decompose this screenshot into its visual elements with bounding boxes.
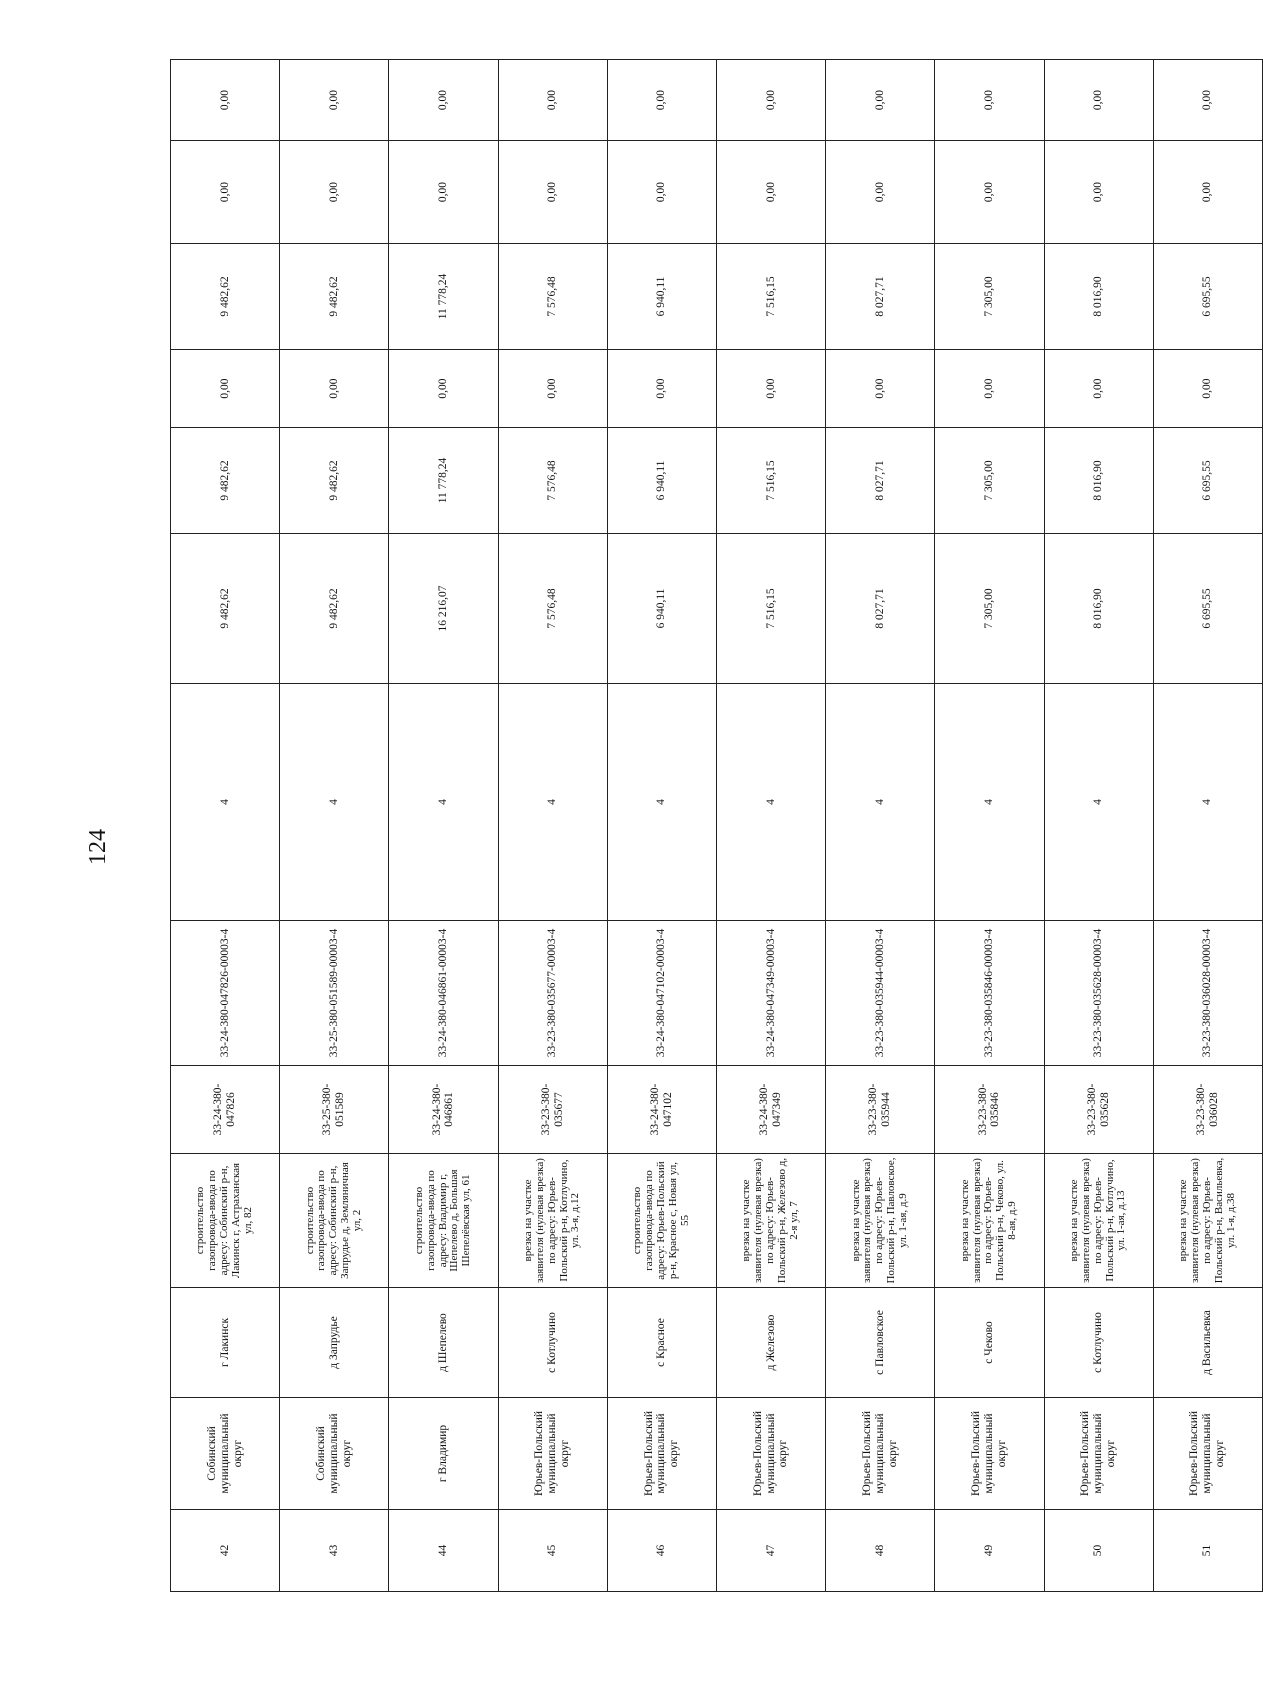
amount-b-cell: 0,00 xyxy=(280,350,389,428)
amount-d-cell: 0,00 xyxy=(716,141,825,244)
amount-c-cell: 7 576,48 xyxy=(498,244,607,350)
application-number-cell: 33-24-380-046861 xyxy=(389,1066,498,1154)
table-row xyxy=(1153,60,1262,1592)
full-registration-number-cell: 33-24-380-047826-00003-4 xyxy=(171,921,280,1066)
full-registration-number-cell: 33-24-380-047102-00003-4 xyxy=(607,921,716,1066)
locality-cell: с Котлучино xyxy=(1044,1288,1153,1398)
work-description-cell: строительство газопровода-ввода по адресу: Собинский р-н, Лакинск г, Астраханская ул, 82 xyxy=(171,1154,280,1288)
page-number: 124 xyxy=(85,829,111,865)
work-description-cell: врезка на участке заявителя (нулевая врезка) по адресу: Юрьев-Польский р-н, Железово д, 2-я ул, 7 xyxy=(716,1154,825,1288)
registry-table xyxy=(170,59,1263,1592)
work-description-cell: врезка на участке заявителя (нулевая врезка) по адресу: Юрьев-Польский р-н, Павловское, ул. 1-ая, д.9 xyxy=(826,1154,935,1288)
amount-total-cell: 9 482,62 xyxy=(171,534,280,684)
locality-cell: с Павловское xyxy=(826,1288,935,1398)
amount-total-cell: 7 576,48 xyxy=(498,534,607,684)
amount-total-cell: 6 695,55 xyxy=(1153,534,1262,684)
amount-a-cell: 7 516,15 xyxy=(716,428,825,534)
work-description-cell: врезка на участке заявителя (нулевая врезка) по адресу: Юрьев-Польский р-н, Васильевка, ул. 1-я, д.38 xyxy=(1153,1154,1262,1288)
district-cell: Собинский муниципальный округ xyxy=(280,1398,389,1510)
amount-total-cell: 7 305,00 xyxy=(935,534,1044,684)
work-description-cell: строительство газопровода-ввода по адресу: Юрьев-Польский р-н, Красное с, Новая ул, 55 xyxy=(607,1154,716,1288)
amount-e-cell: 0,00 xyxy=(389,60,498,141)
amount-b-cell: 0,00 xyxy=(935,350,1044,428)
amount-d-cell: 0,00 xyxy=(498,141,607,244)
amount-total-cell: 9 482,62 xyxy=(280,534,389,684)
table-row xyxy=(498,60,607,1592)
district-cell: Юрьев-Польский муниципальный округ xyxy=(935,1398,1044,1510)
category-cell: 4 xyxy=(1153,684,1262,921)
amount-d-cell: 0,00 xyxy=(280,141,389,244)
amount-a-cell: 7 576,48 xyxy=(498,428,607,534)
row-number-cell: 43 xyxy=(280,1510,389,1592)
amount-total-cell: 8 027,71 xyxy=(826,534,935,684)
table-row xyxy=(1044,60,1153,1592)
amount-c-cell: 8 016,90 xyxy=(1044,244,1153,350)
locality-cell: г Лакинск xyxy=(171,1288,280,1398)
amount-e-cell: 0,00 xyxy=(171,60,280,141)
amount-b-cell: 0,00 xyxy=(498,350,607,428)
amount-d-cell: 0,00 xyxy=(1153,141,1262,244)
application-number-cell: 33-23-380-035846 xyxy=(935,1066,1044,1154)
row-number-cell: 46 xyxy=(607,1510,716,1592)
amount-c-cell: 7 516,15 xyxy=(716,244,825,350)
application-number-cell: 33-24-380-047349 xyxy=(716,1066,825,1154)
category-cell: 4 xyxy=(1044,684,1153,921)
row-number-cell: 47 xyxy=(716,1510,825,1592)
application-number-cell: 33-25-380-051589 xyxy=(280,1066,389,1154)
locality-cell: с Красное xyxy=(607,1288,716,1398)
amount-d-cell: 0,00 xyxy=(607,141,716,244)
locality-cell: д Шепелево xyxy=(389,1288,498,1398)
application-number-cell: 33-23-380-035628 xyxy=(1044,1066,1153,1154)
work-description-cell: врезка на участке заявителя (нулевая врезка) по адресу: Юрьев-Польский р-н, Котлучино, ул. 3-я, д.12 xyxy=(498,1154,607,1288)
amount-b-cell: 0,00 xyxy=(389,350,498,428)
amount-d-cell: 0,00 xyxy=(935,141,1044,244)
amount-total-cell: 6 940,11 xyxy=(607,534,716,684)
amount-b-cell: 0,00 xyxy=(171,350,280,428)
row-number-cell: 51 xyxy=(1153,1510,1262,1592)
amount-e-cell: 0,00 xyxy=(280,60,389,141)
work-description-cell: строительство газопровода-ввода по адресу: Собинский р-н, Запрудье д, Земляничная ул, 2 xyxy=(280,1154,389,1288)
district-cell: Юрьев-Польский муниципальный округ xyxy=(1153,1398,1262,1510)
application-number-cell: 33-23-380-035944 xyxy=(826,1066,935,1154)
amount-e-cell: 0,00 xyxy=(826,60,935,141)
district-cell: Юрьев-Польский муниципальный округ xyxy=(716,1398,825,1510)
work-description-cell: врезка на участке заявителя (нулевая врезка) по адресу: Юрьев-Польский р-н, Котлучино, ул. 1-ая, д.13 xyxy=(1044,1154,1153,1288)
amount-d-cell: 0,00 xyxy=(389,141,498,244)
work-description-cell: строительство газопровода-ввода по адресу: Владимир г, Шепелево д, Большая Шепелёвская ул, 61 xyxy=(389,1154,498,1288)
amount-d-cell: 0,00 xyxy=(171,141,280,244)
amount-c-cell: 11 778,24 xyxy=(389,244,498,350)
amount-a-cell: 11 778,24 xyxy=(389,428,498,534)
amount-e-cell: 0,00 xyxy=(1044,60,1153,141)
amount-c-cell: 6 940,11 xyxy=(607,244,716,350)
amount-a-cell: 9 482,62 xyxy=(280,428,389,534)
amount-b-cell: 0,00 xyxy=(1153,350,1262,428)
full-registration-number-cell: 33-23-380-035846-00003-4 xyxy=(935,921,1044,1066)
row-number-cell: 49 xyxy=(935,1510,1044,1592)
district-cell: Собинский муниципальный округ xyxy=(171,1398,280,1510)
full-registration-number-cell: 33-25-380-051589-00003-4 xyxy=(280,921,389,1066)
amount-d-cell: 0,00 xyxy=(1044,141,1153,244)
district-cell: Юрьев-Польский муниципальный округ xyxy=(607,1398,716,1510)
amount-e-cell: 0,00 xyxy=(1153,60,1262,141)
table-body xyxy=(171,60,1263,1592)
category-cell: 4 xyxy=(716,684,825,921)
full-registration-number-cell: 33-23-380-035628-00003-4 xyxy=(1044,921,1153,1066)
amount-e-cell: 0,00 xyxy=(607,60,716,141)
table-row xyxy=(826,60,935,1592)
district-cell: Юрьев-Польский муниципальный округ xyxy=(826,1398,935,1510)
amount-d-cell: 0,00 xyxy=(826,141,935,244)
table-row xyxy=(716,60,825,1592)
amount-b-cell: 0,00 xyxy=(826,350,935,428)
application-number-cell: 33-24-380-047826 xyxy=(171,1066,280,1154)
table-row xyxy=(389,60,498,1592)
amount-total-cell: 16 216,07 xyxy=(389,534,498,684)
amount-c-cell: 9 482,62 xyxy=(171,244,280,350)
full-registration-number-cell: 33-24-380-047349-00003-4 xyxy=(716,921,825,1066)
amount-a-cell: 6 940,11 xyxy=(607,428,716,534)
locality-cell: д Васильевка xyxy=(1153,1288,1262,1398)
amount-e-cell: 0,00 xyxy=(935,60,1044,141)
amount-a-cell: 7 305,00 xyxy=(935,428,1044,534)
row-number-cell: 50 xyxy=(1044,1510,1153,1592)
row-number-cell: 44 xyxy=(389,1510,498,1592)
application-number-cell: 33-23-380-036028 xyxy=(1153,1066,1262,1154)
amount-c-cell: 7 305,00 xyxy=(935,244,1044,350)
amount-a-cell: 6 695,55 xyxy=(1153,428,1262,534)
row-number-cell: 45 xyxy=(498,1510,607,1592)
table-row xyxy=(935,60,1044,1592)
application-number-cell: 33-24-380-047102 xyxy=(607,1066,716,1154)
rotated-table-frame xyxy=(170,60,1262,1592)
amount-e-cell: 0,00 xyxy=(498,60,607,141)
category-cell: 4 xyxy=(389,684,498,921)
full-registration-number-cell: 33-23-380-035944-00003-4 xyxy=(826,921,935,1066)
locality-cell: д Запрудье xyxy=(280,1288,389,1398)
amount-total-cell: 7 516,15 xyxy=(716,534,825,684)
locality-cell: с Чеково xyxy=(935,1288,1044,1398)
category-cell: 4 xyxy=(826,684,935,921)
amount-a-cell: 8 027,71 xyxy=(826,428,935,534)
amount-b-cell: 0,00 xyxy=(716,350,825,428)
category-cell: 4 xyxy=(171,684,280,921)
full-registration-number-cell: 33-24-380-046861-00003-4 xyxy=(389,921,498,1066)
amount-c-cell: 8 027,71 xyxy=(826,244,935,350)
district-cell: Юрьев-Польский муниципальный округ xyxy=(1044,1398,1153,1510)
row-number-cell: 48 xyxy=(826,1510,935,1592)
category-cell: 4 xyxy=(280,684,389,921)
amount-b-cell: 0,00 xyxy=(607,350,716,428)
row-number-cell: 42 xyxy=(171,1510,280,1592)
work-description-cell: врезка на участке заявителя (нулевая врезка) по адресу: Юрьев-Польский р-н, Чеково, ул. 8-ая, д.9 xyxy=(935,1154,1044,1288)
amount-a-cell: 9 482,62 xyxy=(171,428,280,534)
full-registration-number-cell: 33-23-380-035677-00003-4 xyxy=(498,921,607,1066)
table-row xyxy=(171,60,280,1592)
district-cell: Юрьев-Польский муниципальный округ xyxy=(498,1398,607,1510)
locality-cell: д Железово xyxy=(716,1288,825,1398)
amount-b-cell: 0,00 xyxy=(1044,350,1153,428)
amount-c-cell: 9 482,62 xyxy=(280,244,389,350)
district-cell: г Владимир xyxy=(389,1398,498,1510)
amount-c-cell: 6 695,55 xyxy=(1153,244,1262,350)
amount-e-cell: 0,00 xyxy=(716,60,825,141)
category-cell: 4 xyxy=(607,684,716,921)
amount-a-cell: 8 016,90 xyxy=(1044,428,1153,534)
locality-cell: с Котлучино xyxy=(498,1288,607,1398)
full-registration-number-cell: 33-23-380-036028-00003-4 xyxy=(1153,921,1262,1066)
amount-total-cell: 8 016,90 xyxy=(1044,534,1153,684)
table-row xyxy=(607,60,716,1592)
table-row xyxy=(280,60,389,1592)
category-cell: 4 xyxy=(935,684,1044,921)
category-cell: 4 xyxy=(498,684,607,921)
application-number-cell: 33-23-380-035677 xyxy=(498,1066,607,1154)
